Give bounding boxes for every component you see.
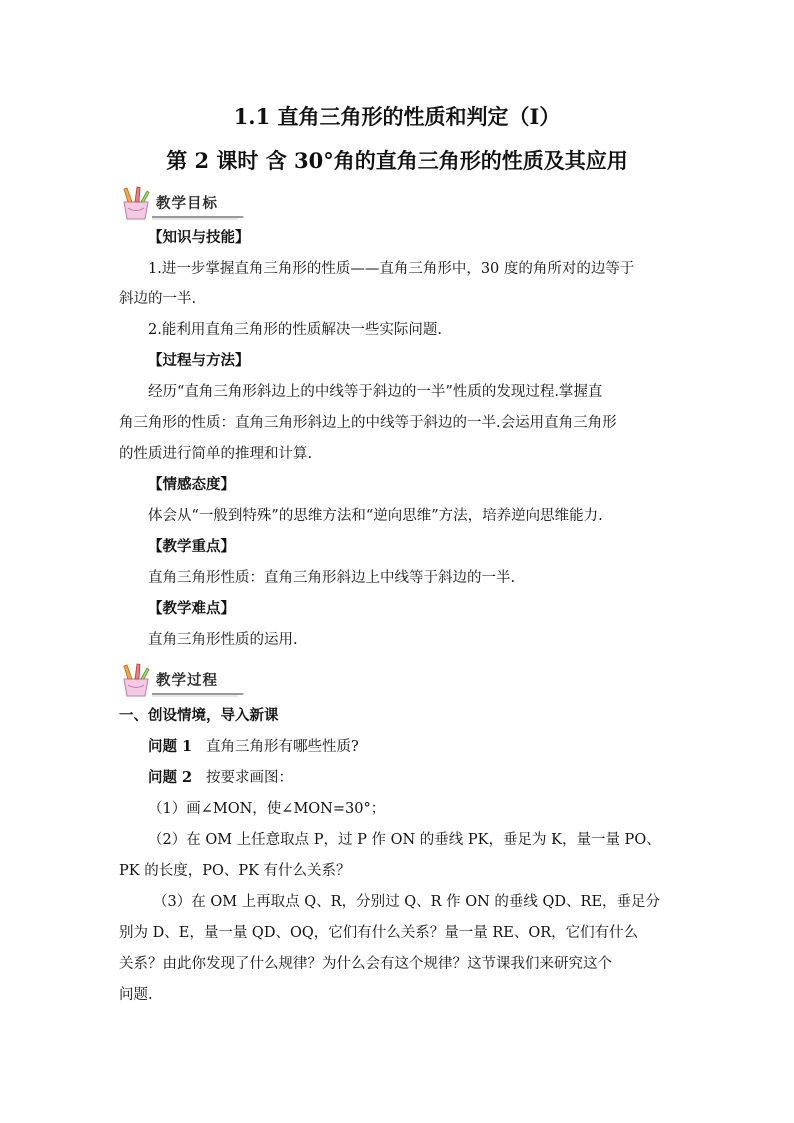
section-1-heading: 一、创设情境，导入新课 (119, 707, 279, 724)
key-point-heading: 【教学重点】 (148, 538, 235, 555)
key-point-text: 直角三角形性质：直角三角形斜边上中线等于斜边的一半. (148, 570, 516, 586)
question-1-label: 问题 1 (148, 738, 193, 755)
knowledge-heading: 【知识与技能】 (148, 229, 250, 246)
process-method-a: 经历“直角三角形斜边上的中线等于斜边的一半”性质的发现过程.掌握直 (148, 384, 603, 400)
section-banner-process (118, 663, 248, 699)
step-3d: 问题. (119, 987, 153, 1003)
section-banner-goals (118, 186, 248, 222)
banner-label: 教学过程 (156, 673, 218, 689)
knowledge-item-2: 2.能利用直角三角形的性质解决一些实际问题. (148, 322, 442, 338)
process-method-b: 角三角形的性质：直角三角形斜边上的中线等于斜边的一半.会运用直角三角形 (119, 415, 617, 431)
question-1-text: 直角三角形有哪些性质? (192, 739, 359, 755)
step-3b: 别为 D、E，量一量 QD、OQ，它们有什么关系？量一量 RE、OR，它们有什么 (119, 925, 639, 941)
step-2b: PK 的长度，PO、PK 有什么关系？ (119, 863, 351, 879)
step-2a: （2）在 OM 上任意取点 P，过 P 作 ON 的垂线 PK，垂足为 K，量一量 PO、 (148, 832, 661, 848)
knowledge-item-1a: 1.进一步掌握直角三角形的性质——直角三角形中，30 度的角所对的边等于 (148, 261, 635, 277)
step-3a: （3）在 OM 上再取点 Q、R，分别过 Q、R 作 ON 的垂线 QD、RE，垂足分 (153, 894, 661, 910)
difficulty-heading: 【教学难点】 (148, 600, 235, 617)
banner-label: 教学目标 (156, 196, 218, 212)
step-3c: 关系？由此你发现了什么规律？为什么会有这个规律？这节课我们来研究这个 (119, 956, 612, 972)
difficulty-text: 直角三角形性质的运用. (148, 632, 298, 648)
attitude-text: 体会从“一般到特殊”的思维方法和“逆向思维”方法，培养逆向思维能力. (148, 508, 603, 524)
attitude-heading: 【情感态度】 (148, 476, 235, 493)
question-1 (148, 737, 708, 757)
knowledge-item-1b: 斜边的一半. (119, 291, 197, 307)
title-line-1: 1.1 直角三角形的性质和判定（Ⅰ） (233, 104, 561, 129)
process-method-c: 的性质进行简单的推理和计算. (119, 446, 313, 462)
question-2 (148, 768, 708, 788)
question-2-text: 按要求画图： (192, 770, 293, 786)
question-2-label: 问题 2 (148, 769, 193, 786)
process-method-heading: 【过程与方法】 (148, 352, 250, 369)
title-line-2: 第 2 课时 含 30°角的直角三角形的性质及其应用 (166, 148, 628, 173)
step-1: （1）画∠MON，使∠MON=30°； (148, 801, 386, 817)
